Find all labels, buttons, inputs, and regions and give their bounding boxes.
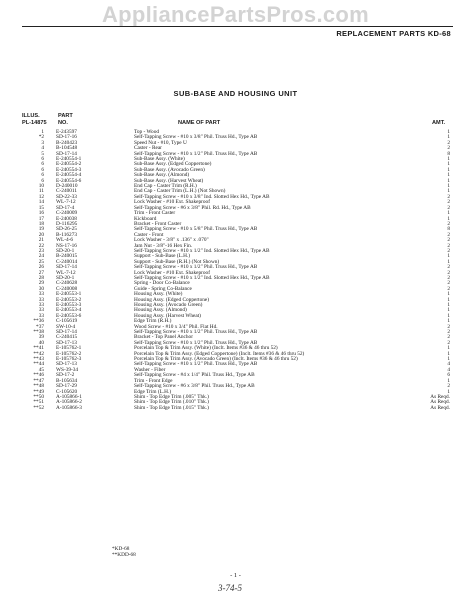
- part-number-cell: E-240553-4: [56, 307, 82, 314]
- part-number-cell: SW-10-4: [56, 323, 76, 330]
- illus-cell: **49: [33, 388, 44, 395]
- illus-cell: *2: [38, 134, 44, 141]
- part-number-cell: E-240554-3: [56, 166, 82, 173]
- amount-cell: 2: [447, 339, 450, 346]
- illus-cell: 33: [38, 296, 44, 303]
- column-header-part-line2: NO.: [58, 120, 68, 126]
- part-name-cell: Shim - Top Edge Trim (.015" Thk.): [134, 404, 209, 411]
- amount-cell: 1: [447, 188, 450, 195]
- illus-cell: 1: [41, 129, 44, 135]
- part-number-cell: SD-17-2: [56, 372, 75, 379]
- part-number-cell: E-105762-2: [56, 350, 82, 357]
- illus-cell: 18: [38, 220, 44, 227]
- part-number-cell: A-105866-3: [56, 404, 82, 411]
- parts-list: [22, 130, 452, 411]
- part-name-cell: Self-Tapping Screw - #10 x 1/2" Phil. Truss Hd., Type AB: [134, 150, 258, 157]
- illus-cell: 25: [38, 258, 44, 265]
- part-name-cell: Edge Trim (L.H.): [134, 388, 172, 395]
- illus-cell: 20: [38, 231, 44, 238]
- amount-cell: 2: [447, 285, 450, 292]
- amount-cell: 8: [447, 226, 450, 233]
- illus-cell: 24: [38, 253, 44, 260]
- part-number-cell: SD-17-4: [56, 204, 75, 211]
- illus-cell: 21: [38, 237, 44, 244]
- illus-cell: 33: [38, 312, 44, 319]
- illus-cell: 6: [41, 166, 44, 173]
- amount-cell: 1: [447, 388, 450, 395]
- illus-cell: 3: [41, 139, 44, 146]
- part-number-cell: E-240554-4: [56, 172, 82, 179]
- amount-cell: 1: [447, 302, 450, 308]
- amount-cell: 8: [447, 150, 450, 157]
- part-name-cell: Lock Washer - #10 Ext. Shakeproof: [134, 269, 210, 276]
- part-name-cell: Bracket - Front Caster: [134, 220, 182, 227]
- illus-cell: **50: [33, 393, 44, 400]
- amount-cell: 2: [447, 204, 450, 211]
- amount-cell: 1: [447, 356, 450, 363]
- amount-cell: 1: [447, 345, 450, 352]
- part-name-cell: Edge Trim (R.H.): [134, 318, 172, 325]
- part-name-cell: End Cap - Caster Trim (R.H.): [134, 183, 197, 190]
- part-name-cell: Caster - Front: [134, 231, 164, 238]
- part-name-cell: Housing Assy. (White): [134, 291, 183, 298]
- amount-cell: 2: [447, 274, 450, 281]
- part-number-cell: C-105620: [56, 388, 78, 395]
- amount-cell: 2: [447, 383, 450, 390]
- amount-cell: 2: [447, 247, 450, 254]
- amount-cell: 1: [447, 156, 450, 163]
- part-number-cell: E-240554-1: [56, 156, 82, 163]
- part-name-cell: Trim - Front Caster: [134, 210, 176, 217]
- part-number-cell: E-243597: [56, 129, 77, 135]
- illus-cell: 27: [38, 269, 44, 276]
- illus-cell: **51: [33, 399, 44, 406]
- column-header-illus-line2: PL-14875: [22, 120, 47, 126]
- illus-cell: 28: [38, 274, 44, 281]
- part-number-cell: A-105866-1: [56, 393, 82, 400]
- part-number-cell: SD-17-13: [56, 361, 77, 368]
- amount-cell: 2: [447, 231, 450, 238]
- part-number-cell: B-105634: [56, 377, 78, 384]
- part-number-cell: C-240014: [56, 258, 78, 265]
- amount-cell: 1: [447, 166, 450, 173]
- part-number-cell: SD-17-14: [56, 264, 77, 271]
- part-name-cell: Top - Wood: [134, 129, 159, 135]
- amount-cell: 1: [447, 307, 450, 314]
- table-row: [22, 406, 452, 411]
- part-number-cell: C-240011: [56, 188, 77, 195]
- part-name-cell: Self-Tapping Screw - #10 x 3/8" Phil. Truss Hd., Type AB: [134, 134, 258, 141]
- illus-cell: **42: [33, 350, 44, 357]
- amount-cell: As Reqd.: [430, 399, 450, 406]
- part-number-cell: B-104548: [56, 145, 78, 152]
- part-number-cell: WL-7-12: [56, 199, 76, 206]
- part-number-cell: E-240553-2: [56, 296, 82, 303]
- illus-cell: 29: [38, 280, 44, 287]
- handwritten-stamp: 3-74-5: [218, 583, 242, 593]
- illus-cell: 33: [38, 307, 44, 314]
- illus-cell: 11: [38, 188, 44, 195]
- amount-cell: 2: [447, 264, 450, 271]
- part-name-cell: Jam Nut - 3/8"-16 Hex Fin.: [134, 242, 193, 249]
- part-name-cell: Self-Tapping Screw - #6 x 3/8" Phil. Rd. Hd., Type AB: [134, 204, 251, 211]
- amount-cell: 2: [447, 145, 450, 152]
- illus-cell: 6: [41, 156, 44, 163]
- amount-cell: 2: [447, 237, 450, 244]
- part-number-cell: C-105619: [56, 318, 78, 325]
- part-name-cell: Self-Tapping Screw - #10 x 3/8" Ind. Slotted Hex Hd., Type AB: [134, 193, 270, 200]
- part-name-cell: Washer - Fiber: [134, 366, 166, 373]
- illus-cell: **36: [33, 318, 44, 325]
- part-name-cell: Caster - Rear: [134, 145, 162, 152]
- illus-cell: **48: [33, 383, 44, 390]
- amount-cell: 1: [447, 318, 450, 325]
- header-rule: [22, 26, 453, 27]
- illus-cell: **41: [33, 345, 44, 352]
- footnote-double-star: **KDD-68: [112, 552, 136, 558]
- part-number-cell: SD-20-1: [56, 247, 75, 254]
- illus-cell: 4: [41, 145, 44, 152]
- part-name-cell: Self-Tapping Screw - #10 x 1/2" Phil. Truss Hd., Type AB: [134, 264, 258, 271]
- part-number-cell: SD-22-33: [56, 193, 77, 200]
- amount-cell: 1: [447, 312, 450, 319]
- part-name-cell: Self-Tapping Screw - #10 x 1/2" Ind. Slotted Hex Hd., Type AB: [134, 247, 270, 254]
- illus-cell: 30: [38, 285, 44, 292]
- part-number-cell: C-240628: [56, 280, 78, 287]
- illus-cell: **47: [33, 377, 44, 384]
- part-number-cell: E-240553-3: [56, 302, 82, 308]
- amount-cell: 2: [447, 329, 450, 336]
- illus-cell: **46: [33, 372, 44, 379]
- footnote-single-star: *KD-68: [112, 546, 130, 552]
- part-name-cell: Support - Sub-Base (L.H.): [134, 253, 191, 260]
- illus-cell: 33: [38, 291, 44, 298]
- amount-cell: 1: [447, 377, 450, 384]
- part-number-cell: B-240423: [56, 139, 78, 146]
- part-number-cell: C-240415: [56, 334, 78, 341]
- part-name-cell: Sub-Base Assy. (Avocado Green): [134, 166, 205, 173]
- amount-cell: 1: [447, 161, 450, 168]
- part-number-cell: E-240554-6: [56, 177, 82, 184]
- amount-cell: 2: [447, 323, 450, 330]
- amount-cell: 6: [447, 372, 450, 379]
- part-name-cell: Guide - Spring Co-Balance: [134, 285, 192, 292]
- part-number-cell: WL-4-6: [56, 237, 74, 244]
- part-number-cell: E-240553-6: [56, 312, 82, 319]
- part-number-cell: B-116273: [56, 231, 77, 238]
- amount-cell: 2: [447, 334, 450, 341]
- illus-cell: 5: [41, 150, 44, 157]
- illus-cell: 14: [38, 199, 44, 206]
- illus-cell: **44: [33, 361, 44, 368]
- amount-cell: 2: [447, 199, 450, 206]
- part-name-cell: Support - Sub-Base (R.H.) (Not Shown): [134, 258, 220, 265]
- part-name-cell: Speed Nut - #10, Type U: [134, 139, 187, 146]
- part-number-cell: E-105762-3: [56, 356, 82, 363]
- column-header-part-line1: PART: [58, 113, 73, 119]
- amount-cell: As Reqd.: [430, 393, 450, 400]
- amount-cell: 2: [447, 139, 450, 146]
- illus-cell: *37: [36, 323, 44, 330]
- illus-cell: **43: [33, 356, 44, 363]
- part-name-cell: Housing Assy. (Edged Coppertone): [134, 296, 209, 303]
- amount-cell: 1: [447, 215, 450, 222]
- part-number-cell: D-240010: [56, 183, 78, 190]
- part-number-cell: SD-17-29: [56, 383, 77, 390]
- part-name-cell: Trim - Front Edge: [134, 377, 173, 384]
- part-number-cell: E-240553-1: [56, 291, 82, 298]
- part-name-cell: Housing Assy. (Almond): [134, 307, 187, 314]
- column-header-part: [58, 113, 73, 127]
- part-name-cell: Shim - Top Edge Trim (.005" Thk.): [134, 393, 209, 400]
- part-number-cell: SD-17-13: [56, 339, 77, 346]
- part-number-cell: SD-17-14: [56, 329, 77, 336]
- illus-cell: 40: [38, 339, 44, 346]
- amount-cell: 1: [447, 296, 450, 303]
- part-name-cell: Self-Tapping Screw - #10 x 1/2" Phil. Truss Hd., Type AB: [134, 339, 258, 346]
- part-number-cell: E-105762-1: [56, 345, 82, 352]
- amount-cell: 1: [447, 253, 450, 260]
- amount-cell: 4: [447, 366, 450, 373]
- part-name-cell: Self-Tapping Screw - #10 x 1/2" Ind. Slotted Hex Hd., Type AB: [134, 274, 270, 281]
- part-name-cell: Kickboard: [134, 215, 157, 222]
- part-name-cell: Lock Washer - #10 Ext. Shakeproof: [134, 199, 210, 206]
- part-name-cell: Shim - Top Edge Trim (.010" Thk.): [134, 399, 209, 406]
- part-name-cell: Self-Tapping Screw - #10 x 1/2" Phil. Truss Hd., Type AB: [134, 361, 258, 368]
- part-number-cell: WS-39-34: [56, 366, 79, 373]
- part-number-cell: E-240038: [56, 215, 77, 222]
- amount-cell: 1: [447, 172, 450, 179]
- part-name-cell: Self-Tapping Screw - #10 x 5/8" Phil. Truss Hd., Type AB: [134, 226, 258, 233]
- part-number-cell: NS-17-16: [56, 242, 77, 249]
- amount-cell: 1: [447, 210, 450, 217]
- part-name-cell: Spring - Door Co-Balance: [134, 280, 190, 287]
- part-name-cell: Self-Tapping Screw - #4 x 1/4" Phil. Truss Hd., Type AB: [134, 372, 255, 379]
- part-name-cell: Sub-Base Assy. (Almond): [134, 172, 190, 179]
- illus-cell: **38: [33, 329, 44, 336]
- column-header-amt: AMT.: [432, 120, 446, 126]
- part-name-cell: Self-Tapping Screw - #10 x 1/2" Phil. Truss Hd., Type AB: [134, 329, 258, 336]
- illus-cell: 23: [38, 247, 44, 254]
- illus-cell: **52: [33, 404, 44, 411]
- part-number-cell: C-240008: [56, 285, 78, 292]
- illus-cell: 6: [41, 172, 44, 179]
- part-number-cell: E-240554-2: [56, 161, 82, 168]
- part-name-cell: Sub-Base Assy. (White): [134, 156, 185, 163]
- part-number-cell: WL-7-12: [56, 269, 76, 276]
- part-name-cell: Porcelain Top & Trim Assy. (Edged Coppertone) (Inclt. Items #36 & 46 thru 52): [134, 350, 305, 357]
- part-number-cell: A-105866-2: [56, 399, 82, 406]
- amount-cell: 2: [447, 280, 450, 287]
- amount-cell: 4: [447, 361, 450, 368]
- illus-cell: 6: [41, 177, 44, 184]
- document-header-title: REPLACEMENT PARTS KD-68: [336, 29, 451, 38]
- illus-cell: 15: [38, 204, 44, 211]
- amount-cell: 2: [447, 220, 450, 227]
- illus-cell: 16: [38, 210, 44, 217]
- illus-cell: 26: [38, 264, 44, 271]
- part-name-cell: Self-Tapping Screw - #6 x 3/8" Phil. Truss Hd., Type AB: [134, 383, 255, 390]
- part-name-cell: End Cap - Caster Trim (L.H.) (Not Shown): [134, 188, 226, 195]
- amount-cell: 1: [447, 291, 450, 298]
- page-number: - 1 -: [230, 572, 241, 579]
- column-header-illus-line1: ILLUS.: [22, 113, 40, 119]
- section-title: SUB-BASE AND HOUSING UNIT: [173, 89, 298, 98]
- part-name-cell: Housing Assy. (Avocado Green): [134, 302, 203, 308]
- part-number-cell: SD-17-14: [56, 150, 77, 157]
- column-header-illus: [22, 113, 47, 127]
- amount-cell: 1: [447, 258, 450, 265]
- column-header-name: NAME OF PART: [178, 120, 221, 126]
- part-number-cell: SD-17-16: [56, 134, 77, 141]
- amount-cell: 1: [447, 350, 450, 357]
- site-watermark: AppliancePartsPros.com: [101, 2, 370, 27]
- part-name-cell: Sub-Base Assy. (Edged Coppertone): [134, 161, 212, 168]
- illus-cell: 10: [38, 183, 44, 190]
- part-name-cell: Housing Assy. (Harvest Wheat): [134, 312, 201, 319]
- part-number-cell: SD-20-1: [56, 274, 75, 281]
- illus-cell: 22: [38, 242, 44, 249]
- illus-cell: 19: [38, 226, 44, 233]
- part-number-cell: D-116295: [56, 220, 78, 227]
- amount-cell: 1: [447, 177, 450, 184]
- part-name-cell: Sub-Base Assy. (Harvest Wheat): [134, 177, 204, 184]
- part-name-cell: Wood Screw - #10 x 3/4" Phil. Flat Hd.: [134, 323, 218, 330]
- part-number-cell: SD-26-25: [56, 226, 77, 233]
- model-footnotes: [112, 546, 136, 558]
- part-number-cell: C-240009: [56, 210, 78, 217]
- part-name-cell: Porcelain Top & Trim Assy. (Avocado Green) (Inclt. Items #36 & 46 thru 52): [134, 356, 298, 363]
- part-number-cell: B-240015: [56, 253, 78, 260]
- amount-cell: 1: [447, 183, 450, 190]
- amount-cell: 2: [447, 193, 450, 200]
- amount-cell: 1: [447, 129, 450, 135]
- part-name-cell: Lock Washer - 3/8" x .136" x .070": [134, 237, 209, 244]
- amount-cell: 2: [447, 269, 450, 276]
- illus-cell: 6: [41, 161, 44, 168]
- amount-cell: 2: [447, 242, 450, 249]
- illus-cell: 17: [38, 215, 44, 222]
- part-name-cell: Bracket - Top Panel Anchor: [134, 334, 193, 341]
- amount-cell: As Reqd.: [430, 404, 450, 411]
- part-name-cell: Porcelain Top & Trim Assy. (White) (Inclt. Items #36 & 46 thru 52): [134, 345, 278, 352]
- amount-cell: 1: [447, 134, 450, 141]
- illus-cell: 39: [38, 334, 44, 341]
- illus-cell: 45: [38, 366, 44, 373]
- illus-cell: 12: [38, 193, 44, 200]
- illus-cell: 33: [38, 302, 44, 308]
